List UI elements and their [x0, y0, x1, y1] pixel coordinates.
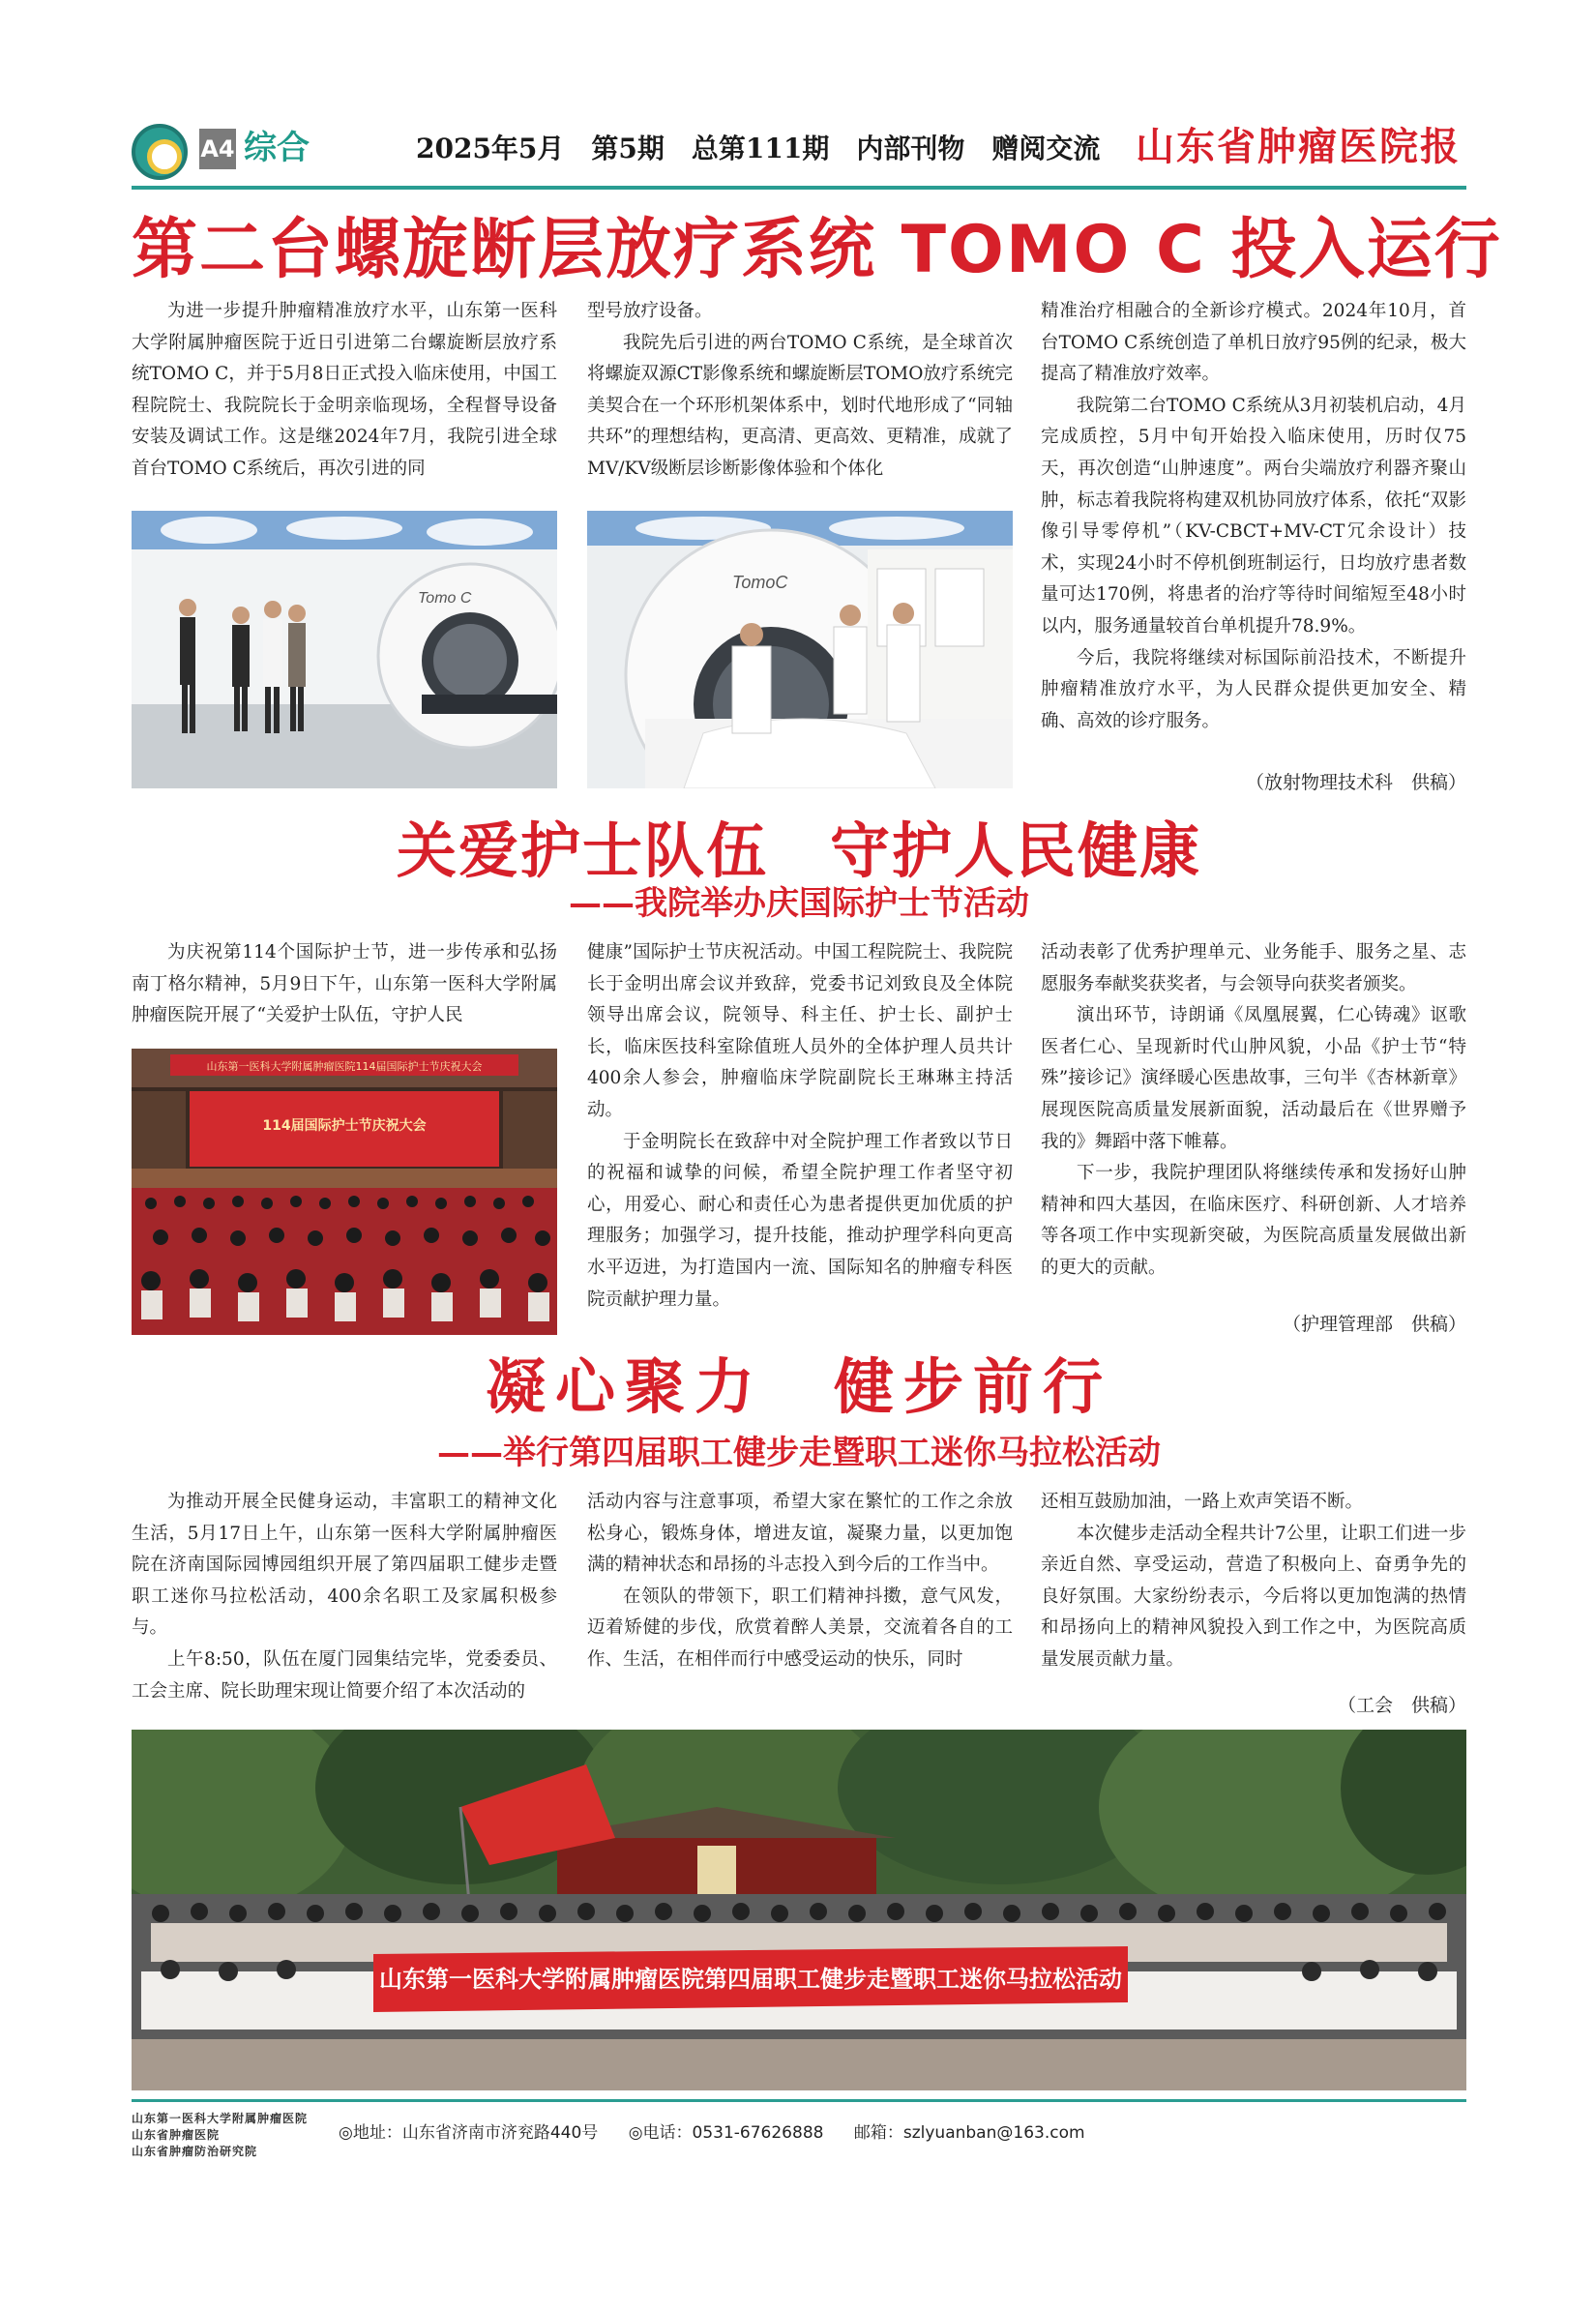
- tomo-brand-label: Tomo C: [418, 590, 472, 607]
- banner-text: 山东第一医科大学附属肿瘤医院114届国际护士节庆祝大会: [206, 1060, 483, 1073]
- article1-credit: （放射物理技术科 供稿）: [1245, 772, 1466, 793]
- article2-column3: [1041, 937, 1466, 1285]
- article2-paragraph: 演出环节，诗朗诵《凤凰展翼，仁心铸魂》讴歌医者仁心、呈现新时代山肿风貌，小品《护士节“特殊”接诊记》演绎暖心医患故事，三句半《杏林新章》展现医院高质量发展新面貌，活动最后在《世界赠予我的》舞蹈中落下帷幕。: [1041, 1005, 1466, 1152]
- article2-credit: （护理管理部 供稿）: [1282, 1314, 1466, 1335]
- article1-column2: [587, 296, 1013, 486]
- article2-paragraph: 健康”国际护士节庆祝活动。中国工程院院士、我院院长于金明出席会议并致辞，党委书记刘致良及全体院领导出席会议，院领导、科主任、护士长、副护士长，临床医技科室除值班人员外的全体护理人员共计400余人参会，肿瘤临床学院副院长王琳琳主持活动。: [587, 942, 1013, 1120]
- article1-paragraph: 今后，我院将继续对标国际前沿技术，不断提升肿瘤精准放疗水平，为人民群众提供更加安全、精确、高效的诊疗服务。: [1041, 647, 1466, 731]
- article2-paragraph: 为庆祝第114个国际护士节，进一步传承和弘扬南丁格尔精神，5月9日下午，山东第一医科大学附属肿瘤医院开展了“关爱护士队伍，守护人民: [132, 942, 557, 1026]
- article3-title: 凝心聚力 健步前行: [485, 1351, 1112, 1422]
- article1-paragraph: 我院先后引进的两台TOMO C系统，是全球首次将螺旋双源CT影像系统和螺旋断层TOMO放疗系统完美契合在一个环形机架体系中，划时代地形成了“同轴共环”的理想结构，更高清、更高效、更精准，成就了MV/KV级断层诊断影像体验和个体化: [587, 332, 1013, 479]
- article1-column3: [1041, 296, 1466, 737]
- institution-name: 山东第一医科大学附属肿瘤医院: [132, 2112, 309, 2125]
- section-label: 综合: [244, 129, 310, 167]
- article3-column2: [587, 1487, 1013, 1676]
- patient-treatment-photo: [587, 511, 1013, 788]
- article3-paragraph: 上午8:50，队伍在厦门园集结完毕，党委委员、工会主席、院长助理宋现让简要介绍了本次活动的: [132, 1648, 557, 1702]
- article3-credit: （工会 供稿）: [1337, 1695, 1466, 1716]
- group-walk-photo: [132, 1730, 1466, 2090]
- nurses-day-photo: [132, 1049, 557, 1335]
- article2-paragraph: 于金明院长在致辞中对全院护理工作者致以节日的祝福和诚挚的问候，希望全院护理工作者坚守初心，用爱心、耐心和责任心为患者提供更加优质的护理服务；加强学习，提升技能，推动护理学科向更高水平迈进，为打造国内一流、国际知名的肿瘤专科医院贡献护理力量。: [587, 1131, 1013, 1310]
- hospital-logo: [132, 124, 188, 180]
- article1-paragraph: 我院第二台TOMO C系统从3月初装机启动，4月完成质控，5月中旬开始投入临床使用，历时仅75天，再次创造“山肿速度”。两台尖端放疗利器齐聚山肿，标志着我院将构建双机协同放疗体系，依托“双影像引导零停机”（KV-CBCT+MV-CT冗余设计）技术，实现24小时不停机倒班制运行，日均放疗患者数量可达170例，将患者的治疗等待时间缩短至48小时以内，服务通量较首台单机提升78.9%。: [1041, 395, 1466, 637]
- article1-paragraph: 为进一步提升肿瘤精准放疗水平，山东第一医科大学附属肿瘤医院于近日引进第二台螺旋断层放疗系统TOMO C，并于5月8日正式投入临床使用，中国工程院院士、我院院长于金明亲临现场，全程督导设备安装及调试工作。这是继2024年7月，我院引进全球首台TOMO C系统后，再次引进的同: [132, 301, 557, 479]
- institution-name: 山东省肿瘤防治研究院: [132, 2145, 258, 2158]
- article3-column3: [1041, 1487, 1466, 1676]
- screen-text: 114届国际护士节庆祝大会: [262, 1118, 427, 1134]
- article1-column1: [132, 296, 557, 486]
- institution-name: 山东省肿瘤医院: [132, 2128, 221, 2142]
- article3-paragraph: 在领队的带领下，职工们精神抖擞，意气风发，迈着矫健的步伐，欣赏着醉人美景，交流着各自的工作、生活，在相伴而行中感受运动的快乐，同时: [587, 1585, 1013, 1670]
- article2-subtitle: ——我院举办庆国际护士节活动: [569, 884, 1029, 923]
- article2-column2: [587, 937, 1013, 1316]
- footer-phone: ◎电话：0531-67626888: [628, 2123, 824, 2143]
- article2-paragraph: 活动表彰了优秀护理单元、业务能手、服务之星、志愿服务奉献奖获奖者，与会领导向获奖者颁奖。: [1041, 942, 1466, 994]
- page-number: A4: [199, 129, 236, 169]
- article3-column1: [132, 1487, 557, 1707]
- article3-subtitle: ——举行第四届职工健步走暨职工迷你马拉松活动: [437, 1434, 1161, 1472]
- walk-banner-text: 山东第一医科大学附属肿瘤医院第四届职工健步走暨职工迷你马拉松活动: [379, 1966, 1122, 1993]
- article2-title: 关爱护士队伍 守护人民健康: [396, 815, 1201, 886]
- tomo-brand-label: TomoC: [732, 573, 788, 592]
- article1-title: 第二台螺旋断层放疗系统 TOMO C 投入运行: [132, 212, 1502, 288]
- newspaper-masthead: 山东省肿瘤医院报: [1136, 124, 1461, 169]
- tomo-room-photo: [132, 511, 557, 788]
- footer-address: ◎地址：山东省济南市济兖路440号: [339, 2123, 599, 2143]
- article1-paragraph: 型号放疗设备。: [587, 301, 713, 321]
- article3-paragraph: 本次健步走活动全程共计7公里，让职工们进一步亲近自然、享受运动，营造了积极向上、奋勇争先的良好氛围。大家纷纷表示，今后将以更加饱满的热情和昂扬向上的精神风貌投入到工作之中，为医院高质量发展贡献力量。: [1041, 1523, 1466, 1670]
- footer-institutions: [132, 2111, 308, 2160]
- article2-column1: [132, 937, 557, 1032]
- article1-paragraph: 精准治疗相融合的全新诊疗模式。2024年10月，首台TOMO C系统创造了单机日放疗95例的纪录，极大提高了精准放疗效率。: [1041, 301, 1466, 385]
- article3-paragraph: 为推动开展全民健身运动，丰富职工的精神文化生活，5月17日上午，山东第一医科大学附属肿瘤医院在济南国际园博园组织开展了第四届职工健步走暨职工迷你马拉松活动，400余名职工及家属积极参与。: [132, 1492, 557, 1639]
- footer-contact: [339, 2120, 1110, 2146]
- article3-paragraph: 还相互鼓励加油，一路上欢声笑语不断。: [1041, 1492, 1364, 1512]
- article3-paragraph: 活动内容与注意事项，希望大家在繁忙的工作之余放松身心，锻炼身体，增进友谊，凝聚力量，以更加饱满的精神状态和昂扬的斗志投入到今后的工作当中。: [587, 1492, 1013, 1576]
- article2-paragraph: 下一步，我院护理团队将继续传承和发扬好山肿精神和四大基因，在临床医疗、科研创新、人才培养等各项工作中实现新突破，为医院高质量发展做出新的更大的贡献。: [1041, 1163, 1466, 1278]
- footer-email: 邮箱：szlyuanban@163.com: [853, 2123, 1085, 2143]
- header-divider: [132, 186, 1466, 190]
- footer-divider: [132, 2099, 1466, 2102]
- issue-info: 2025年5月 第5期 总第111期 内部刊物 赠阅交流: [416, 133, 1101, 164]
